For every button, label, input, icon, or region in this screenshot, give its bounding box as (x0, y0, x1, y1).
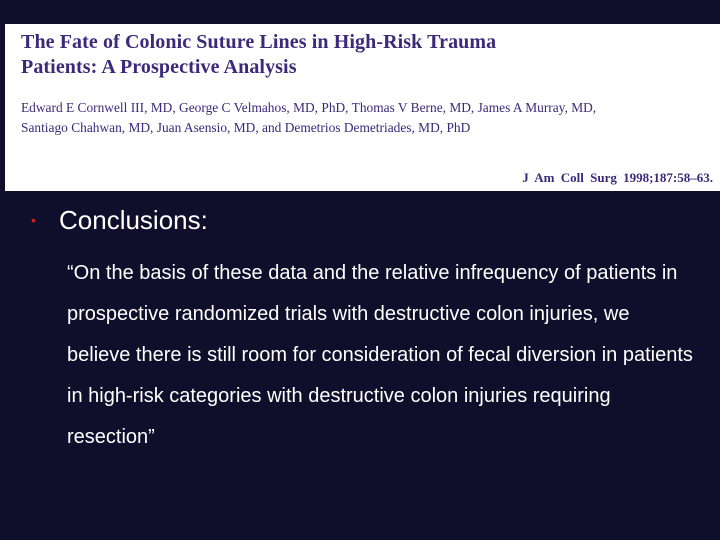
paper-title-line-2: Patients: A Prospective Analysis (21, 56, 297, 78)
conclusions-heading: Conclusions: (59, 204, 208, 235)
bullet-icon: • (31, 212, 36, 228)
paper-title (21, 30, 701, 80)
paper-header-image (5, 24, 720, 191)
conclusion-quote: “On the basis of these data and the relative infrequency of patients in prospective randomized trials with destructive colon injuries, we believe there is still room for consideration of fecal diversion in patients in high-risk categories with destructive colon injuries requiring resection” (67, 262, 693, 448)
paper-authors (21, 98, 711, 138)
paper-citation: J Am Coll Surg 1998;187:58–63. (522, 170, 713, 185)
conclusions-section (30, 202, 700, 458)
paper-authors-line-2: Santiago Chahwan, MD, Juan Asensio, MD, and Demetrios Demetriades, MD, PhD (21, 120, 471, 135)
paper-title-line-1: The Fate of Colonic Suture Lines in High-Risk Trauma (21, 31, 497, 53)
conclusions-bullet (30, 202, 700, 238)
paper-authors-line-1: Edward E Cornwell III, MD, George C Velmahos, MD, PhD, Thomas V Berne, MD, James A Murray, MD, (21, 100, 597, 115)
